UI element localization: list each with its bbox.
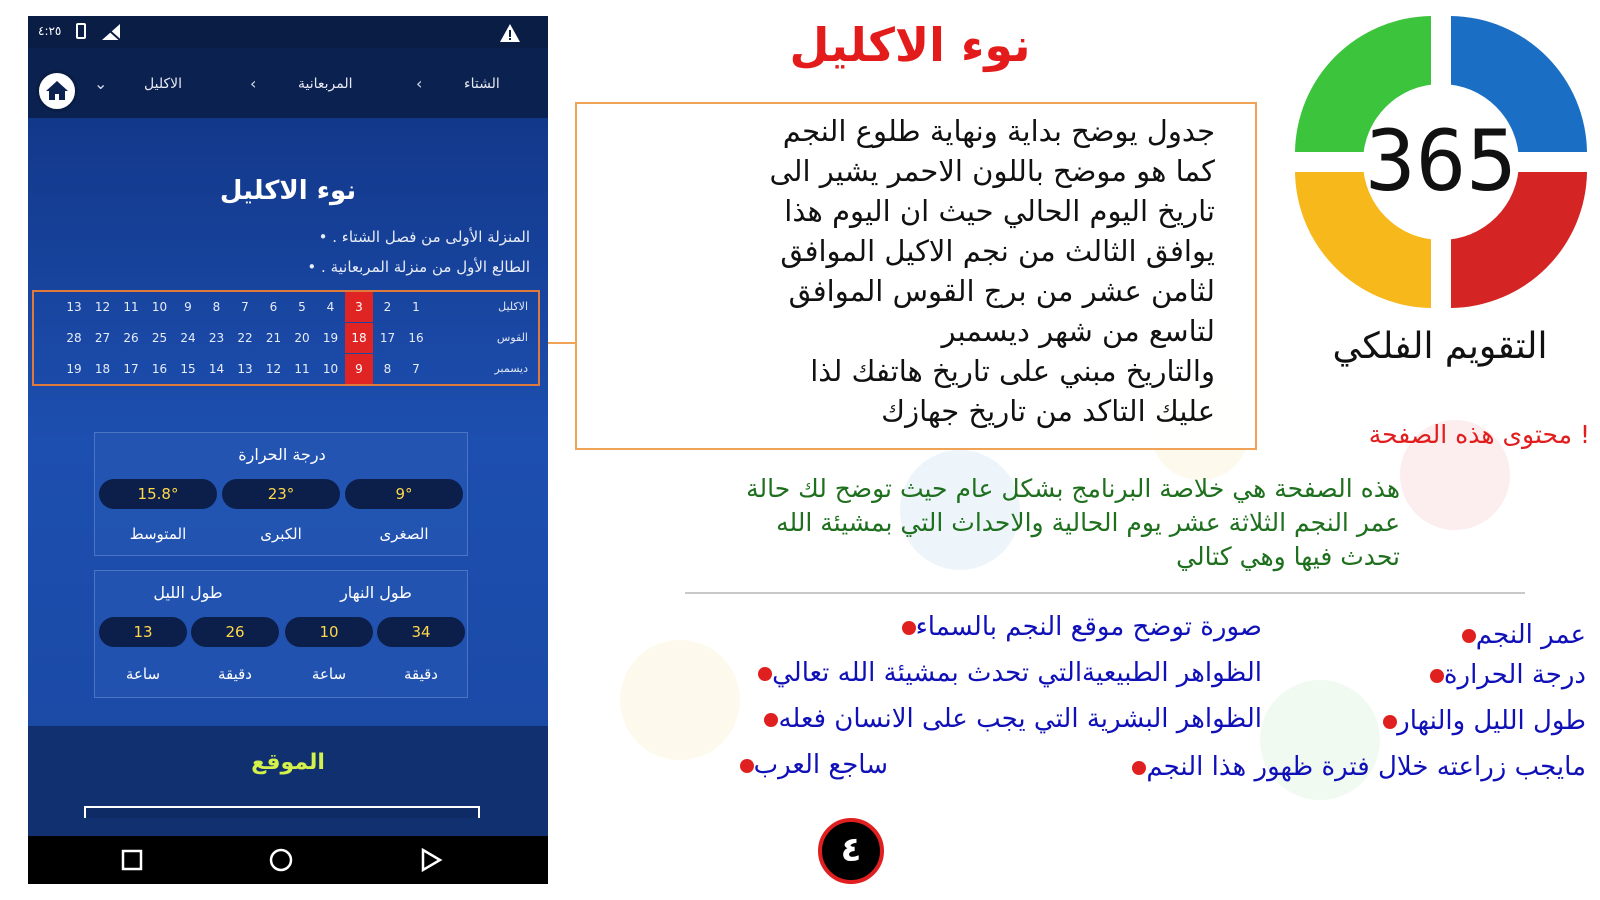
status-time: ٤:٢٥	[38, 24, 62, 38]
calendar-cell: 28	[66, 331, 82, 345]
calendar-cell: 14	[208, 362, 225, 376]
description-box	[575, 102, 1257, 450]
calendar-cell: 27	[94, 331, 111, 345]
breadcrumb-root[interactable]: الشتاء	[464, 76, 500, 92]
calendar-cell: 21	[265, 331, 282, 345]
status-bar	[28, 16, 548, 48]
temp-min-value: 9°	[345, 479, 463, 509]
calendar-cell: 24	[180, 331, 196, 345]
feature-text: ساجع العرب	[753, 750, 888, 780]
calendar-cell: 13	[66, 300, 82, 314]
content-heading: ! محتوى هذه الصفحة	[1368, 420, 1590, 449]
calendar-cell: 16	[151, 362, 168, 376]
calendar-cell: 12	[94, 300, 111, 314]
location-section	[28, 726, 548, 836]
feature-text: الظواهر البشرية التي يجب على الانسان فعله	[778, 704, 1262, 734]
home-button[interactable]	[36, 70, 78, 112]
day-hours-label: ساعة	[311, 665, 347, 683]
phone-page-title: نوء الاكليل	[219, 176, 357, 206]
feature-item	[1454, 620, 1586, 650]
recents-icon[interactable]	[120, 848, 144, 872]
app-logo-icon	[1290, 12, 1592, 312]
star-calendar-table	[32, 290, 540, 386]
calendar-row-label: القوس	[496, 331, 528, 344]
calendar-cell: 11	[294, 362, 310, 376]
calendar-cell: 17	[379, 331, 396, 345]
bullet-dot-icon	[1462, 629, 1476, 643]
day-minutes-label: دقيقة	[403, 665, 438, 683]
feature-item	[1422, 660, 1586, 690]
calendar-cell: 16	[408, 331, 424, 345]
calendar-row	[34, 354, 538, 384]
location-title: الموقع	[251, 750, 325, 775]
home-icon	[39, 73, 75, 109]
warning-icon	[498, 22, 522, 44]
feature-text: الظواهر الطبيعيةالتي تحدث بمشيئة الله تعالي	[772, 658, 1262, 688]
calendar-cell: 6	[269, 300, 278, 314]
logo-caption: التقويم الفلكي	[1332, 326, 1548, 367]
calendar-cell: 5	[298, 300, 306, 314]
back-icon[interactable]	[418, 847, 444, 873]
temperature-panel	[94, 432, 468, 556]
calendar-cell: 19	[66, 362, 82, 376]
bullet-item: الطالع الأول من منزلة المربعانية . •	[307, 258, 530, 276]
calendar-cell: 7	[412, 362, 420, 376]
calendar-cell: 11	[123, 300, 139, 314]
description-line: لتاسع من شهر ديسمبر	[941, 314, 1215, 348]
chevron-left-icon: ‹	[250, 74, 257, 93]
calendar-cell: 2	[383, 300, 392, 314]
description-line: كما هو موضح باللون الاحمر يشير الى	[769, 154, 1215, 188]
night-hours-value: 13	[99, 617, 187, 647]
feature-text: طول الليل والنهار	[1397, 706, 1586, 736]
day-hours-value: 10	[285, 617, 373, 647]
chevron-left-icon: ‹	[416, 74, 423, 93]
bullet-dot-icon	[1383, 715, 1397, 729]
phone-content	[28, 118, 548, 836]
android-nav-bar	[28, 836, 548, 884]
phone-screenshot	[28, 16, 548, 884]
night-hours-label: ساعة	[125, 665, 161, 683]
temperature-heading: درجة الحرارة	[238, 445, 326, 464]
description-line: عليك التاكد من تاريخ جهازك	[881, 394, 1215, 428]
bullet-dot-icon	[740, 759, 754, 773]
description-line: لثامن عشر من برج القوس الموافق	[788, 274, 1215, 308]
calendar-cell: 20	[294, 331, 310, 345]
feature-text: درجة الحرارة	[1443, 660, 1586, 690]
feature-item	[750, 658, 1262, 688]
calendar-cell: 13	[237, 362, 253, 376]
night-length-heading: طول الليل	[153, 583, 223, 602]
feature-text: صورة توضح موقع النجم بالسماء	[915, 612, 1262, 642]
temp-avg-value: 15.8°	[99, 479, 217, 509]
calendar-cell: 26	[123, 331, 139, 345]
calendar-cell: 12	[265, 362, 282, 376]
calendar-cell: 4	[326, 300, 335, 314]
summary-line: تحدث فيها وهي كتالي	[1176, 542, 1400, 571]
calendar-row-label: الاكليل	[498, 300, 528, 313]
calendar-cell: 1	[412, 300, 420, 314]
bullet-dot-icon	[764, 713, 778, 727]
calendar-cell: 8	[212, 300, 221, 314]
day-night-panel	[94, 570, 468, 698]
temp-max-label: الكبرى	[260, 525, 302, 543]
calendar-cell: 18	[94, 362, 111, 376]
summary-line: هذه الصفحة هي خلاصة البرنامج بشكل عام حيث توضح لك حالة	[746, 474, 1400, 503]
bullet-dot-icon	[1430, 669, 1444, 683]
calendar-cell: 23	[208, 331, 225, 345]
calendar-cell: 22	[237, 331, 253, 345]
night-minutes-value: 26	[191, 617, 279, 647]
calendar-row-label: ديسمبر	[494, 362, 528, 375]
breadcrumb-parent[interactable]: المربعانية	[298, 76, 353, 92]
calendar-cell-today: 9	[345, 354, 373, 384]
page-number-badge: ٤	[818, 818, 884, 884]
main-title: نوء الاكليل	[789, 18, 1031, 72]
bullet-item: المنزلة الأولى من فصل الشتاء . •	[318, 228, 530, 246]
feature-item	[732, 750, 888, 780]
description-line: تاريخ اليوم الحالي حيث ان اليوم هذا	[784, 194, 1215, 228]
chevron-down-icon[interactable]: ⌄	[94, 74, 108, 93]
calendar-cell: 25	[151, 331, 168, 345]
bullet-dot-icon	[1132, 761, 1146, 775]
day-minutes-value: 34	[377, 617, 465, 647]
battery-icon	[76, 23, 86, 39]
calendar-cell: 10	[151, 300, 168, 314]
summary-line: عمر النجم الثلاثة عشر يوم الحالية والاحداث التي بمشيئة الله	[776, 508, 1400, 537]
night-minutes-label: دقيقة	[217, 665, 252, 683]
description-line: والتاريخ مبني على تاريخ هاتفك لذا	[810, 354, 1215, 388]
calendar-cell-today: 18	[345, 323, 373, 353]
home-circle-icon[interactable]	[268, 847, 294, 873]
temp-max-value: 23°	[222, 479, 340, 509]
feature-item	[1124, 752, 1586, 782]
feature-item	[756, 704, 1262, 734]
bullet-dot-icon	[758, 667, 772, 681]
location-image-frame	[84, 806, 480, 818]
bullet-text: الطالع الأول من منزلة المربعانية .	[321, 258, 530, 276]
calendar-cell: 10	[322, 362, 339, 376]
calendar-cell: 9	[184, 300, 192, 314]
bullet-dot-icon	[902, 621, 916, 635]
temp-min-label: الصغرى	[379, 525, 429, 543]
temp-avg-label: المتوسط	[129, 525, 187, 543]
day-length-heading: طول النهار	[340, 583, 412, 602]
calendar-row	[34, 323, 538, 353]
calendar-cell: 8	[383, 362, 392, 376]
description-line: يوافق الثالث من نجم الاكيل الموافق	[780, 234, 1215, 268]
connector-line	[548, 342, 576, 344]
calendar-cell: 19	[322, 331, 339, 345]
feature-item	[894, 612, 1262, 642]
bullet-text: المنزلة الأولى من فصل الشتاء .	[332, 228, 530, 246]
breadcrumb-current[interactable]: الاكليل	[144, 76, 183, 92]
feature-text: عمر النجم	[1475, 620, 1586, 650]
app-bar	[28, 48, 548, 118]
calendar-row	[34, 292, 538, 322]
logo-number: 365	[1365, 112, 1517, 210]
calendar-cell: 15	[180, 362, 196, 376]
divider	[685, 592, 1525, 594]
calendar-cell: 7	[241, 300, 249, 314]
signal-icon	[100, 22, 122, 42]
feature-item	[1375, 706, 1586, 736]
calendar-cell-today: 3	[345, 292, 373, 322]
feature-text: مايجب زراعته خلال فترة ظهور هذا النجم	[1146, 752, 1586, 782]
calendar-cell: 17	[123, 362, 139, 376]
description-line: جدول يوضح بداية ونهاية طلوع النجم	[782, 114, 1215, 148]
